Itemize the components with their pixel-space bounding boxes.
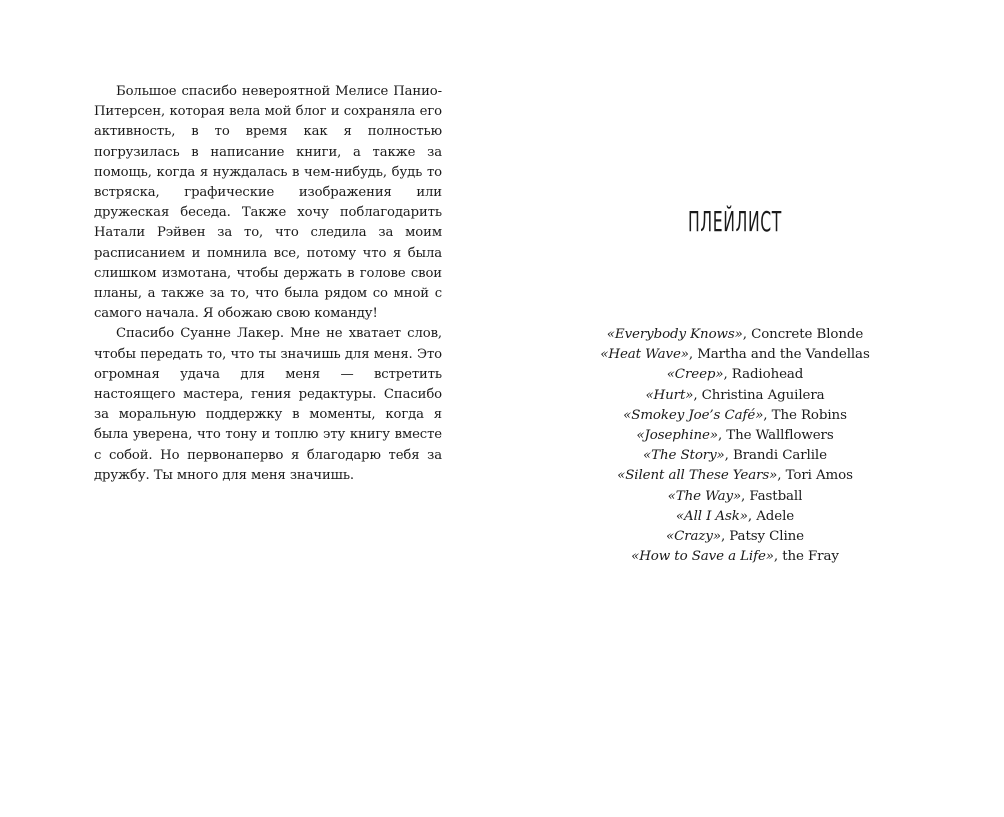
song-title: «Everybody Knows» [606,327,743,342]
artist-name: , Concrete Blonde [742,327,864,342]
artist-name: , Martha and the Vandellas [688,347,870,363]
playlist-item [560,446,910,466]
song-title: «Crazy» [666,529,721,545]
acknowledgement-paragraph-1: Большое спасибо невероятной Мелисе Панио-Питерсен, которая вела мой блог и сохраняла его активность, в то время как я полностью погрузилась в написание книги, а также за помощь, когда я нуждалась в чем-нибудь, будь то встряска, графические изображения или дружеская беседа. Также хочу поблагодарить Натали Рэйвен за то, что следила за моим расписанием и помнила все, потому что я была слишком измотана, чтобы держать в голове свои планы, а также за то, что была рядом со мной с самого начала. Я обожаю свою команду! [94,84,442,322]
playlist-item [560,466,910,486]
playlist-item [560,487,910,507]
song-title: «Creep» [666,367,724,383]
artist-name: , Tori Amos [777,468,853,484]
artist-name: , The Wallflowers [717,428,834,444]
acknowledgement-paragraph-2: Спасибо Суанне Лакер. Мне не хватает слов, чтобы передать то, что ты значишь для меня. Это огромная удача для меня — встретить настоящего мастера, гения редактуры. Спасибо за моральную поддержку в моменты, когда я была уверена, что тону и топлю эту книгу вместе с собой. Но первонаперво я благодарю тебя за дружбу. Ты много для меня значишь. [94,326,442,483]
song-title: «Silent all These Years» [617,468,778,484]
song-title: «Hurt» [645,387,694,403]
song-title: «Heat Wave» [600,347,689,363]
playlist-item [560,507,910,527]
artist-name: , the Fray [773,549,839,565]
playlist-item [560,406,910,426]
artist-name: , Christina Aguilera [693,387,825,403]
right-page [560,0,910,817]
song-title: «The Story» [643,448,725,464]
song-title: «All I Ask» [675,508,748,524]
playlist-item [560,547,910,567]
song-title: «How to Save a Life» [631,549,774,565]
playlist-item [560,386,910,406]
artist-name: , The Robins [763,407,847,423]
artist-name: , Patsy Cline [720,529,804,545]
song-title: «Smokey Joe’s Café» [623,407,764,423]
playlist-title: ПЛЕЙЛИСТ [688,205,782,238]
artist-name: , Adele [747,508,795,524]
song-title: «The Way» [667,488,742,504]
song-title: «Josephine» [636,428,718,444]
playlist-item [560,426,910,446]
playlist [560,325,910,567]
playlist-item [560,325,910,345]
playlist-item [560,527,910,547]
artist-name: , Brandi Carlile [724,448,827,464]
playlist-item [560,345,910,365]
artist-name: , Radiohead [723,367,804,383]
artist-name: , Fastball [741,488,803,504]
left-page [94,82,442,486]
playlist-item [560,365,910,385]
